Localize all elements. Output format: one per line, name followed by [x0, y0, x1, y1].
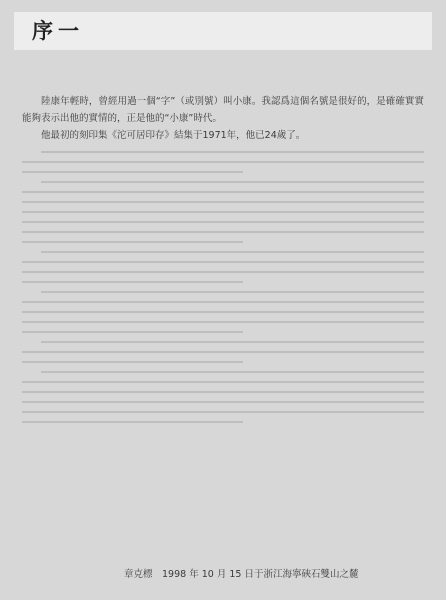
- illegible-text-block-5: [22, 291, 424, 333]
- page-title: 序一: [32, 19, 84, 43]
- illegible-text-block-3: [22, 181, 424, 243]
- document-body: [22, 93, 424, 431]
- signature-line: 章克標 1998 年 10 月 15 日于浙江海寧硤石雙山之麓: [124, 569, 359, 580]
- paragraph-2-lead: 他最初的刻印集《沱可居印存》結集于1971年，他已24歲了。: [41, 130, 306, 141]
- illegible-text-block-4: [22, 251, 424, 283]
- illegible-text-block-6: [22, 341, 424, 363]
- paragraph-1: 陸康年輕時，曾經用過一個“字”（或別號）叫小康。我認爲這個名號是很好的，是確確實實能夠表示出他的實情的，正是他的“小康”時代。: [22, 96, 424, 124]
- illegible-text-block-2: [22, 151, 424, 173]
- illegible-text-block-7: [22, 371, 424, 423]
- title-bar: [14, 12, 432, 50]
